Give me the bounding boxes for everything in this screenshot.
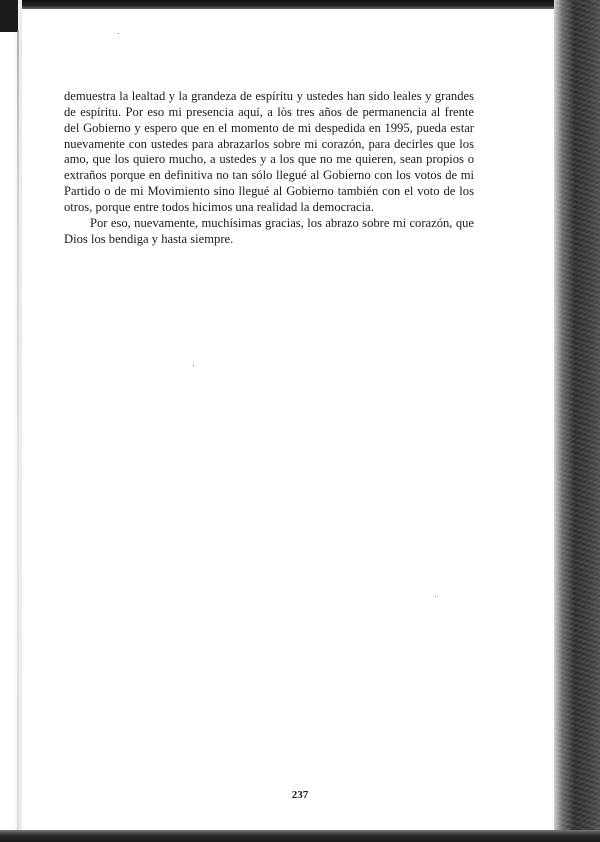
scan-left-corner-mark xyxy=(0,0,18,32)
scan-speck xyxy=(435,596,436,597)
scan-right-border xyxy=(554,0,600,842)
scan-top-border xyxy=(0,0,600,9)
scan-left-edge-line xyxy=(17,30,19,830)
paragraph-1: demuestra la lealtad y la grandeza de espíritu y ustedes han sido leales y grandes de espíritu. Por eso mi presencia aquí, a lòs tres años de permanencia al frente del Gobierno y espero que en el momento de mi despedida en 1995, pueda estar nuevamente con ustedes para abrazarlos sobre mi corazón, para decirles que los amo, que los quiero mucho, a ustedes y a los que no me quieren, sean propios o extraños porque en definitiva no tan sólo llegué al Gobierno con los votos de mi Partido o de mi Movimiento sino llegué al Gobierno también con el voto de los otros, porque entre todos hicimos una realidad la democracia. xyxy=(64,89,474,214)
scan-bottom-border xyxy=(0,830,600,842)
paragraph-2: Por eso, nuevamente, muchísimas gracias, los abrazo sobre mi corazón, que Dios los bendiga y hasta siempre. xyxy=(64,215,474,246)
scan-speck xyxy=(193,365,194,366)
scan-speck xyxy=(118,33,119,34)
body-text xyxy=(64,89,474,247)
page-number: 237 xyxy=(291,789,309,801)
